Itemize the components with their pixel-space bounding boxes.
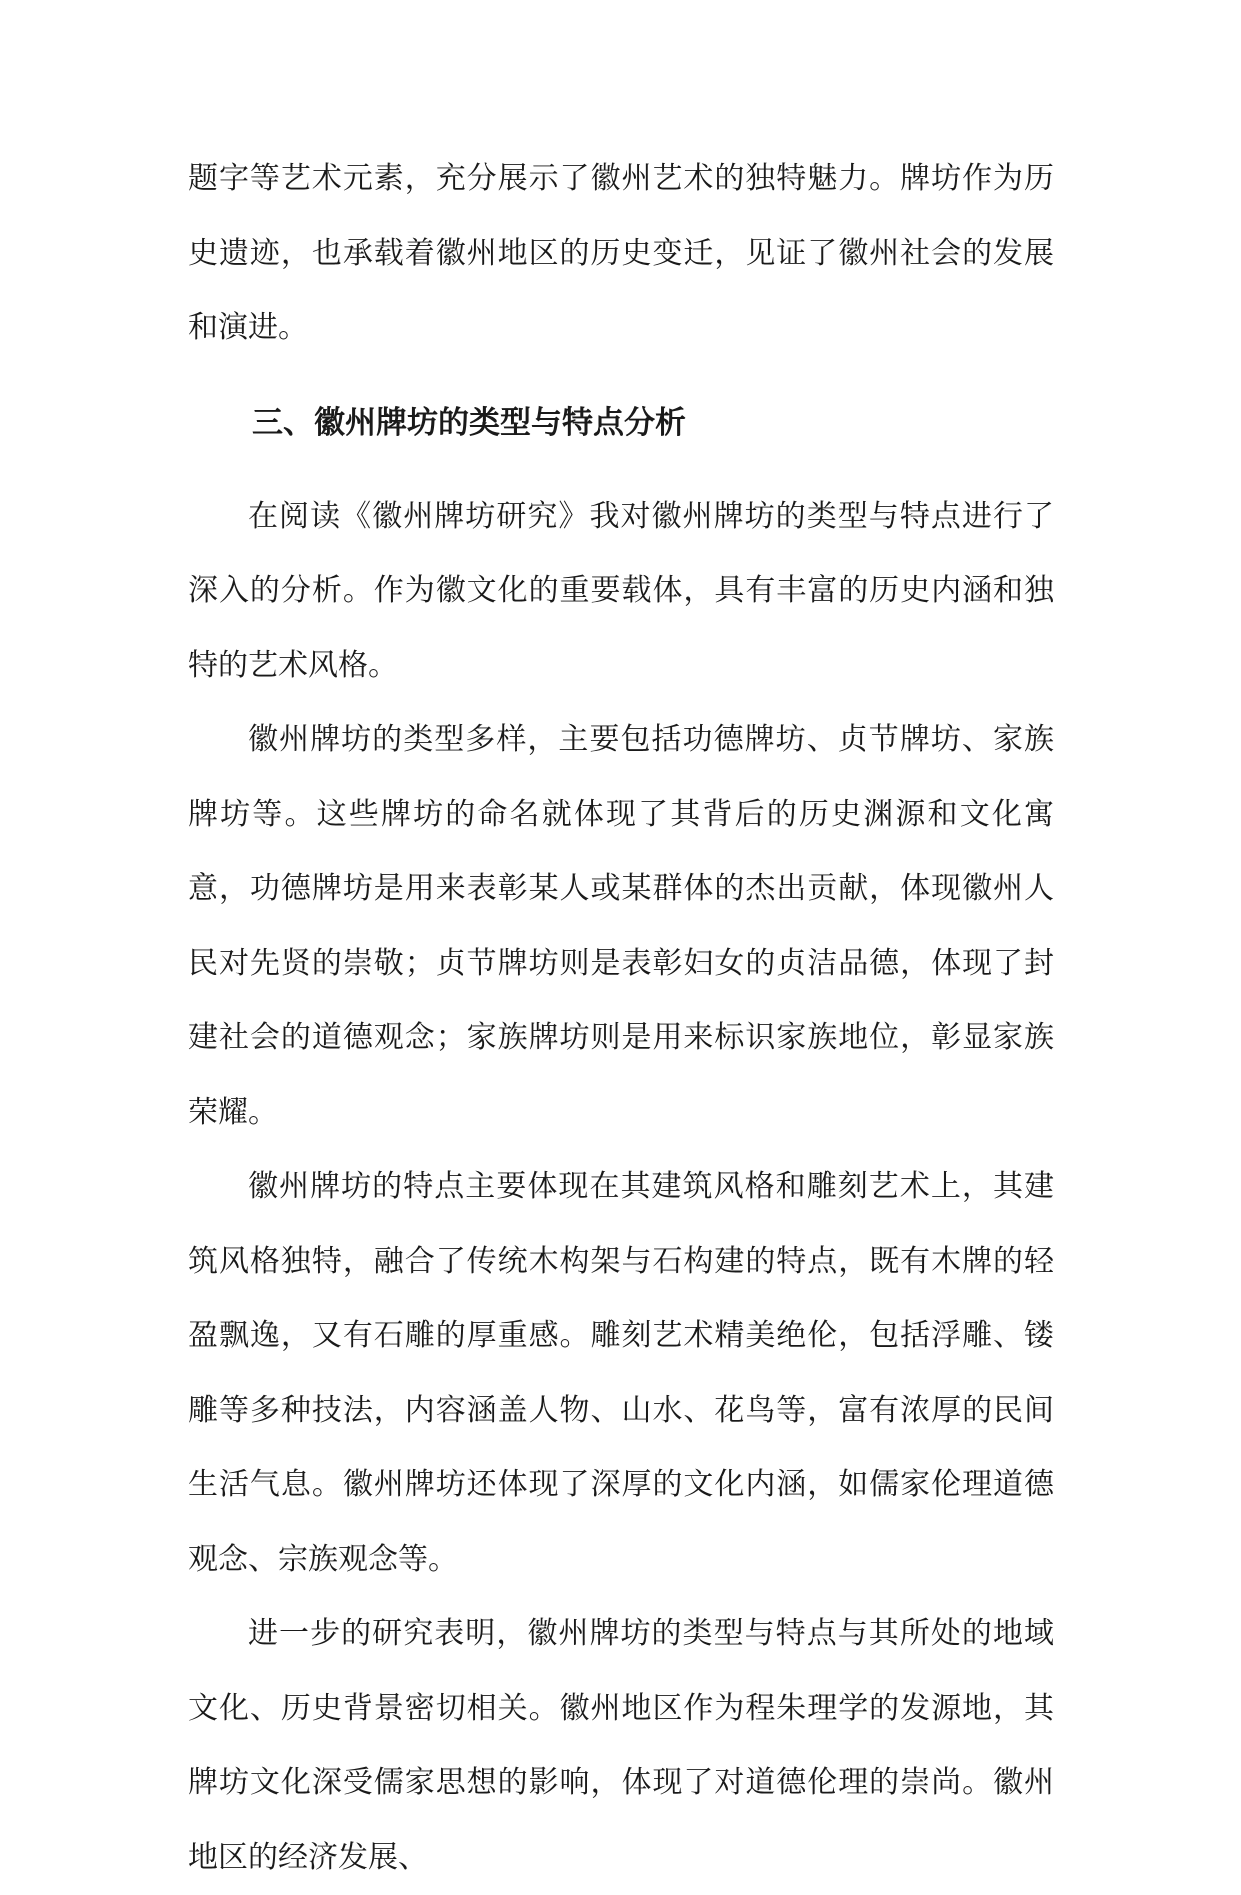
- paragraph-features: 徽州牌坊的特点主要体现在其建筑风格和雕刻艺术上，其建筑风格独特，融合了传统木构架与石构建的特点，既有木牌的轻盈飘逸，又有石雕的厚重感。雕刻艺术精美绝伦，包括浮雕、镂雕等多种技法，内容涵盖人物、山水、花鸟等，富有浓厚的民间生活气息。徽州牌坊还体现了深厚的文化内涵，如儒家伦理道德观念、宗族观念等。: [188, 1169, 1054, 1577]
- section-heading: 三、徽州牌坊的类型与特点分析: [252, 404, 686, 441]
- document-body: [188, 142, 1054, 1895]
- paragraph-intro: 在阅读《徽州牌坊研究》我对徽州牌坊的类型与特点进行了深入的分析。作为徽文化的重要载体，具有丰富的历史内涵和独特的艺术风格。: [188, 498, 1054, 683]
- paragraph-types: 徽州牌坊的类型多样，主要包括功德牌坊、贞节牌坊、家族牌坊等。这些牌坊的命名就体现了其背后的历史渊源和文化寓意，功德牌坊是用来表彰某人或某群体的杰出贡献，体现徽州人民对先贤的崇敬；贞节牌坊则是表彰妇女的贞洁品德，体现了封建社会的道德观念；家族牌坊则是用来标识家族地位，彰显家族荣耀。: [188, 722, 1054, 1130]
- continuation-paragraph: 题字等艺术元素，充分展示了徽州艺术的独特魅力。牌坊作为历史遗迹，也承载着徽州地区的历史变迁，见证了徽州社会的发展和演进。: [188, 161, 1054, 345]
- paragraph-further-research: 进一步的研究表明，徽州牌坊的类型与特点与其所处的地域文化、历史背景密切相关。徽州地区作为程朱理学的发源地，其牌坊文化深受儒家思想的影响，体现了对道德伦理的崇尚。徽州地区的经济发展、: [188, 1616, 1054, 1875]
